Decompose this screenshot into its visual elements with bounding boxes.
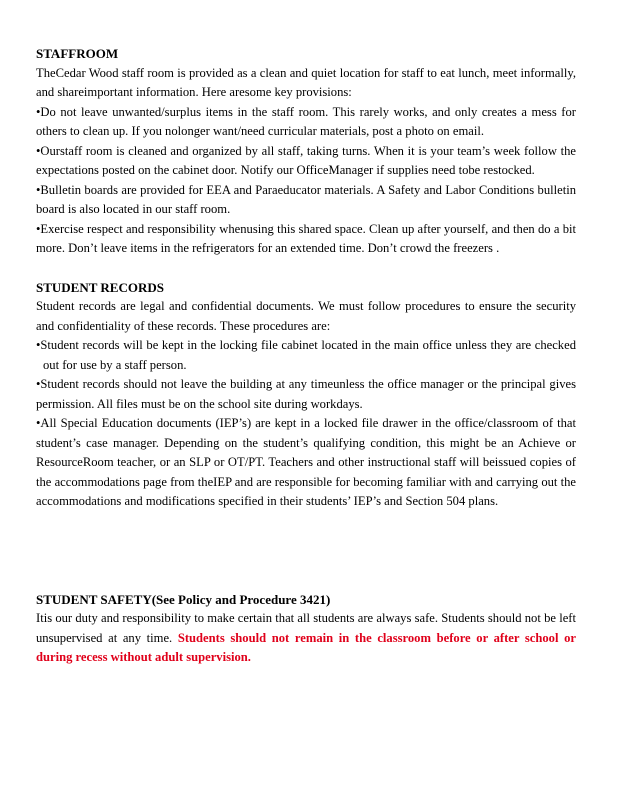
student-safety-section (36, 590, 576, 668)
safety-warning: Students should not remain in the classroom before or after school or during recess without adult supervision. (36, 630, 576, 664)
list-item: •Exercise respect and responsibility whenusing this shared space. Clean up after yourself, and then do a bit more. Don’t leave items in the refrigerators for an extended time. Don’t crowd the freezers . (36, 221, 576, 255)
section-heading: STUDENT RECORDS (36, 279, 164, 295)
staffroom-section (36, 44, 576, 259)
list-item: •Do not leave unwanted/surplus items in the staff room. This rarely works, and only creates a mess for others to clean up. If you nolonger want/need curricular materials, post a photo on email. (36, 104, 576, 138)
safety-text: Itis our duty and responsibility to make certain that all students are always safe. Students should not be left unsupervised at any time. (36, 611, 576, 645)
section-body (36, 609, 576, 668)
section-heading: STAFFROOM (36, 46, 119, 61)
document-page (36, 44, 576, 668)
section-heading: STUDENT SAFETY(See Policy and Procedure 3421) (36, 591, 331, 607)
list-item: •Student records will be kept in the locking file cabinet located in the main office unless they are checked out for use by a staff person. (36, 338, 576, 372)
section-intro: Student records are legal and confidential documents. We must follow procedures to ensure the security and confidentiality of these records. These procedures are: (36, 299, 576, 333)
list-item: •Student records should not leave the building at any timeunless the office manager or the principal gives permission. All files must be on the school site during workdays. (36, 377, 576, 411)
list-item: •Ourstaff room is cleaned and organized by all staff, taking turns. When it is your team’s week follow the expectations posted on the cabinet door. Notify our OfficeManager if supplies need tobe restocked. (36, 143, 576, 177)
list-item: •Bulletin boards are provided for EEA and Paraeducator materials. A Safety and Labor Conditions bulletin board is also located in our staff room. (36, 182, 576, 216)
section-intro: TheCedar Wood staff room is provided as a clean and quiet location for staff to eat lunch, meet informally, and shareimportant information. Here aresome key provisions: (36, 65, 576, 99)
student-records-section (36, 278, 576, 512)
list-item: •All Special Education documents (IEP’s) are kept in a locked file drawer in the office/classroom of that student’s case manager. Depending on the student’s qualifying condition, this might be an Achieve or ResourceRoom teacher, or an SLP or OT/PT. Teachers and other instructional staff will beissued copies of the accommodations page from theIEP and are responsible for becoming familiar with and carrying out the accommodations and modifications specified in their students’ IEP’s and Section 504 plans. (36, 416, 576, 508)
